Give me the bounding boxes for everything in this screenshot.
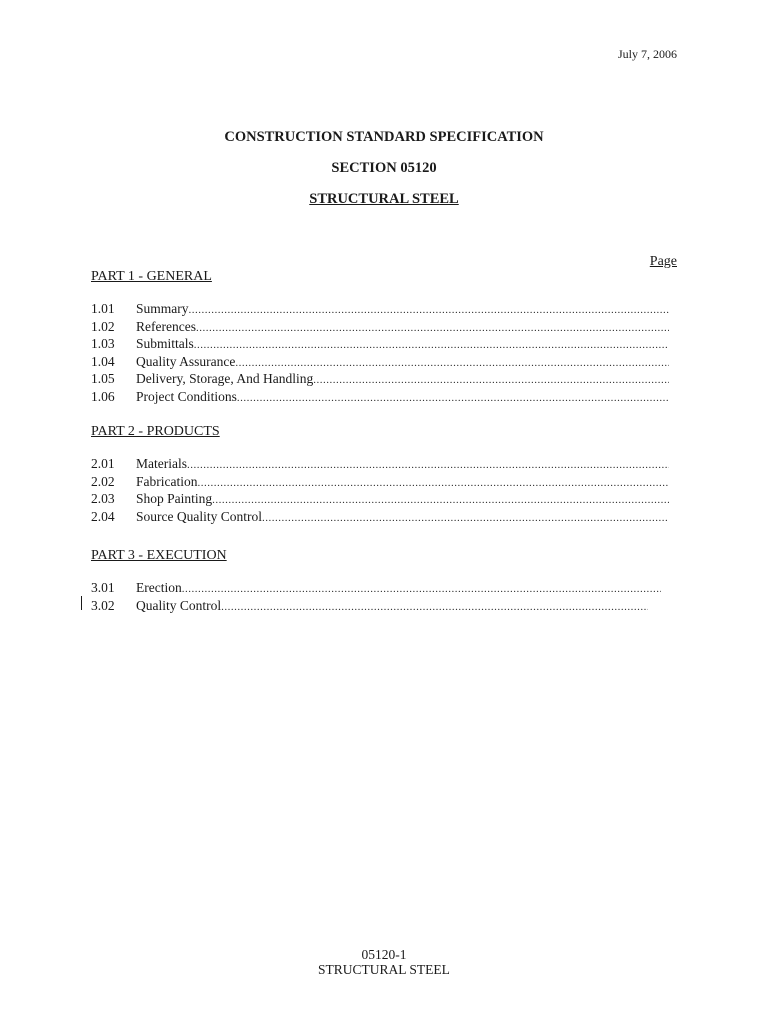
toc-entry-title: Erection (136, 580, 182, 595)
toc-entry[interactable] (91, 371, 669, 389)
part-heading-general: PART 1 - GENERAL (91, 269, 212, 284)
part-heading-execution: PART 3 - EXECUTION (91, 548, 227, 563)
document-date: July 7, 2006 (617, 47, 677, 61)
change-bar (81, 596, 82, 610)
toc-entry[interactable] (91, 509, 669, 527)
toc-entry[interactable] (91, 336, 669, 354)
dot-leader (237, 391, 669, 407)
toc-entry[interactable] (91, 301, 669, 319)
dot-leader (212, 493, 669, 509)
dot-leader (197, 476, 669, 492)
toc-entry-title: Summary (136, 301, 189, 316)
page-column-label: Page (649, 254, 677, 269)
toc-entry-number: 1.04 (91, 353, 115, 369)
dot-leader (313, 373, 669, 389)
dot-leader (262, 511, 669, 527)
toc-entry-title: Source Quality Control (136, 508, 262, 524)
toc-entry-number: 2.03 (91, 491, 115, 506)
toc-list-general (91, 301, 669, 406)
toc-entry-number: 1.02 (91, 318, 115, 334)
toc-entry-number: 3.01 (91, 580, 115, 595)
toc-entry[interactable] (91, 474, 669, 492)
spec-heading: CONSTRUCTION STANDARD SPECIFICATION (224, 129, 544, 145)
toc-entry-title: Shop Painting (136, 491, 213, 506)
footer-title: STRUCTURAL STEEL (318, 962, 450, 977)
toc-entry-title: Fabrication (136, 473, 198, 489)
toc-entry-number: 1.06 (91, 388, 115, 404)
toc-entry-title: Submittals (136, 336, 194, 351)
toc-entry-title: Delivery, Storage, And Handling (136, 371, 314, 386)
toc-list-execution (91, 580, 661, 615)
toc-entry[interactable] (91, 319, 669, 337)
toc-entry-number: 1.05 (91, 371, 115, 386)
dot-leader (235, 356, 669, 372)
dot-leader (221, 600, 648, 616)
toc-entry-number: 2.02 (91, 473, 115, 489)
toc-list-products (91, 456, 669, 526)
dot-leader (187, 458, 669, 474)
toc-entry-title: Materials (136, 456, 187, 471)
toc-entry[interactable] (91, 389, 669, 407)
dot-leader (194, 338, 669, 354)
toc-entry[interactable] (91, 354, 669, 372)
section-title: STRUCTURAL STEEL (309, 191, 459, 207)
toc-entry[interactable] (91, 598, 648, 616)
footer-page-number: 05120-1 (361, 947, 407, 962)
toc-entry-number: 2.01 (91, 456, 115, 471)
toc-entry-number: 3.02 (91, 597, 115, 613)
part-heading-products: PART 2 - PRODUCTS (91, 424, 220, 439)
toc-entry-number: 1.01 (91, 301, 115, 316)
toc-entry[interactable] (91, 580, 661, 598)
dot-leader (189, 303, 670, 319)
toc-entry-title: Project Conditions (136, 388, 237, 404)
toc-entry[interactable] (91, 456, 669, 474)
dot-leader (196, 321, 669, 337)
dot-leader (182, 582, 661, 598)
toc-entry-number: 1.03 (91, 336, 115, 351)
toc-entry[interactable] (91, 491, 669, 509)
section-heading: SECTION 05120 (331, 160, 437, 176)
toc-entry-title: Quality Control (136, 597, 222, 613)
toc-entry-title: Quality Assurance (136, 353, 236, 369)
toc-entry-number: 2.04 (91, 508, 115, 524)
toc-entry-title: References (136, 318, 196, 334)
